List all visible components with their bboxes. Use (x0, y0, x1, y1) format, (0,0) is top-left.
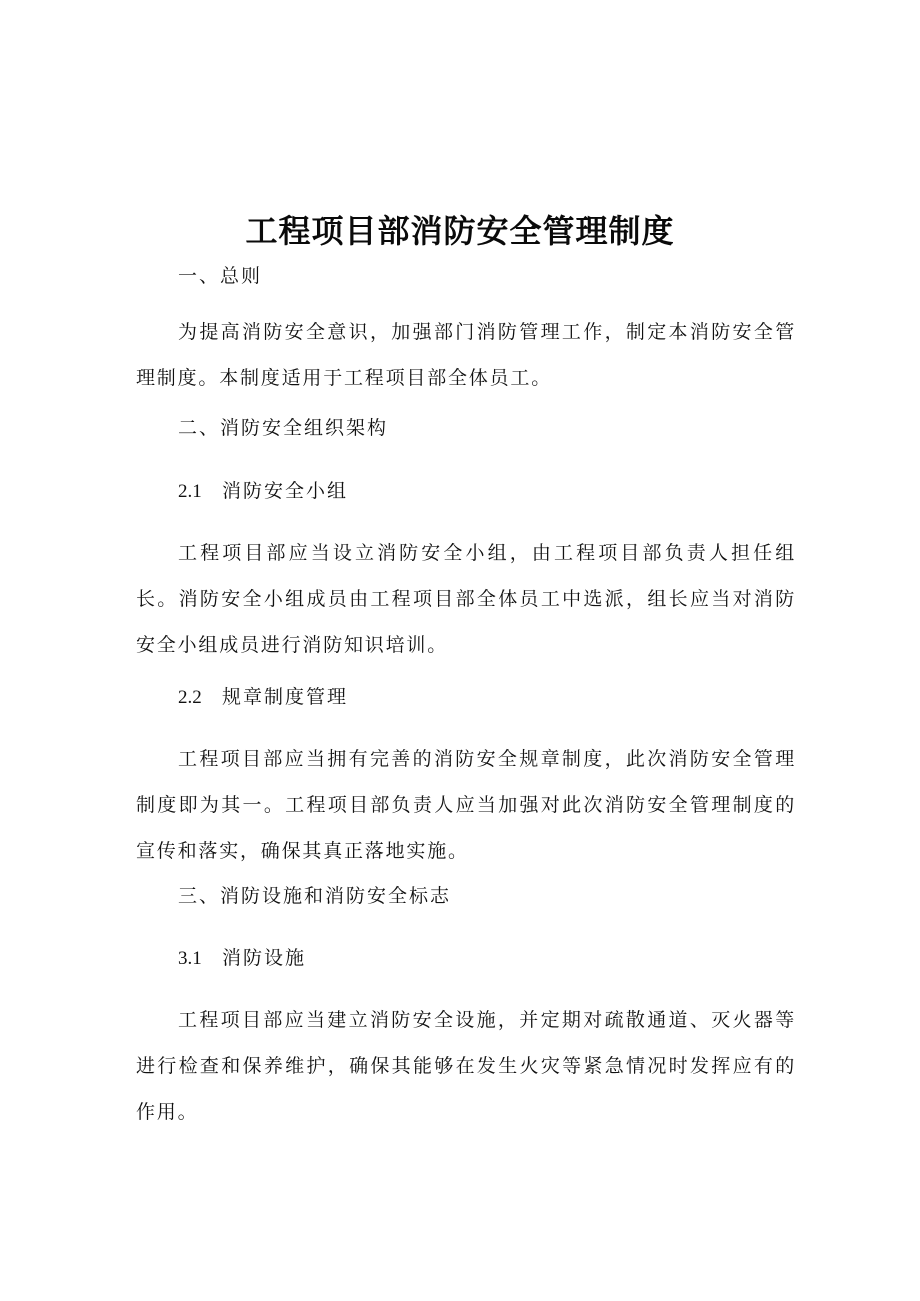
subsection-title: 消防设施 (222, 947, 307, 969)
subsection-heading-3-1 (178, 944, 306, 973)
section-heading-facilities: 三、消防设施和消防安全标志 (178, 885, 452, 907)
subsection-number: 3.1 (178, 948, 202, 969)
subsection-number: 2.2 (178, 687, 202, 708)
section-heading-organization: 二、消防安全组织架构 (178, 417, 389, 439)
subsection-heading-2-2 (178, 683, 348, 712)
section-heading-general: 一、总则 (178, 265, 263, 287)
subsection-title: 规章制度管理 (222, 686, 349, 708)
subsection-paragraph-2-1: 工程项目部应当设立消防安全小组，由工程项目部负责人担任组长。消防安全小组成员由工程项目部全体员工中选派，组长应当对消防安全小组成员进行消防知识培训。 (136, 542, 796, 656)
section-paragraph-general: 为提高消防安全意识，加强部门消防管理工作，制定本消防安全管理制度。本制度适用于工程项目部全体员工。 (136, 321, 796, 389)
subsection-paragraph-3-1: 工程项目部应当建立消防安全设施，并定期对疏散通道、灭火器等进行检查和保养维护，确保其能够在发生火灾等紧急情况时发挥应有的作用。 (136, 1009, 796, 1123)
document-title: 工程项目部消防安全管理制度 (245, 212, 675, 250)
subsection-paragraph-2-2: 工程项目部应当拥有完善的消防安全规章制度，此次消防安全管理制度即为其一。工程项目部负责人应当加强对此次消防安全管理制度的宣传和落实，确保其真正落地实施。 (136, 748, 796, 862)
subsection-number: 2.1 (178, 481, 202, 502)
subsection-heading-2-1 (178, 477, 348, 506)
subsection-title: 消防安全小组 (222, 480, 349, 502)
